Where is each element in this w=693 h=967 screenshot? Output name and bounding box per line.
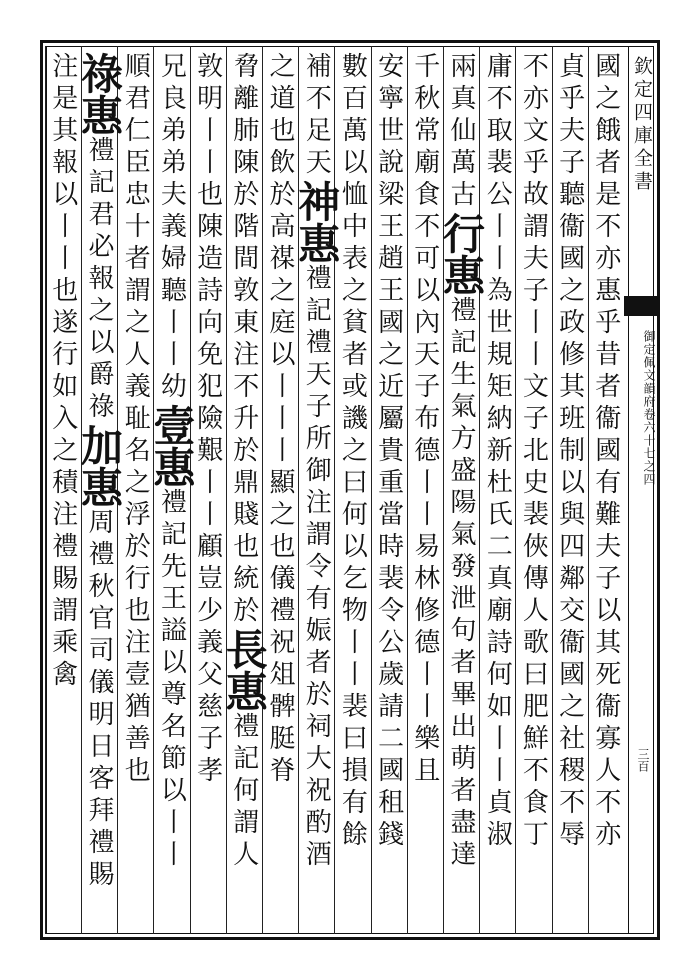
entry-heading: 行惠 [437,212,486,296]
book-title: 欽定四庫全書 [631,56,653,194]
entry-heading: 神惠 [292,180,342,264]
entry-heading: 壹惠 [147,404,197,488]
column-text: 庸不取裴公丨丨為世規矩納新杜氏二真廟詩何如丨丨貞淑 [482,52,513,852]
column-text: 周禮秋官司儀明日客拜禮賜 [84,508,114,892]
column-text: 脅離肺陳於階間敦東注不升於鼎賤也統於 [228,52,259,628]
entry-heading: 加惠 [75,424,124,508]
column-text: 飲於高禖之庭以丨丨丨顯之也儀禮祝俎髀脡脊 [265,148,295,788]
column-text: 國之餓者是不亦惠乎昔者衞國有難夫子以其死衞寡人不亦 [590,52,621,852]
column-text: 兄良弟弟夫義婦聽丨丨幼 [156,52,187,404]
fishtail-mark [624,296,658,316]
column-text: 遂行如入之積注禮賜謂乘禽 [47,308,78,692]
column-text: 義父慈子孝 [192,628,223,788]
column-text: 安寧世說梁王趙王國之近屬貴重當時裴令公歲請二國租錢 [373,52,404,852]
text-column [41,52,85,932]
column-text: 禮記先王謚以尊名節以丨丨 [156,488,187,872]
column-text: 禮記禮天子所御注謂令有娠者於祠大祝酌酒 [301,264,332,872]
column-text: 敦明丨丨也陳造詩向免犯險艱丨丨顧豈少 [192,52,223,628]
column-text: 順君仁臣忠十者謂之人義 [120,52,151,404]
column-text: 注是其報以丨丨也 [47,52,78,308]
column-text: 不亦文乎故謂夫子丨丨文子北史裴俠傳人歌曰肥鮮不食丁 [518,52,549,852]
column-text: 禮記君必報之以爵祿 [84,136,114,424]
column-text: 不可以內天子布德丨丨易林修德丨丨樂且 [409,212,440,788]
column-text: 耻名之浮於行也注壹猶善也 [120,404,151,788]
entry-heading: 長惠 [219,628,269,712]
column-text: 補不足天 [301,52,332,180]
page-number: 三百 [636,748,650,772]
column-text: 貞乎夫子聽衞國之政修其班制以與四鄰交衞國之社稷不辱 [554,52,585,852]
column-text: 禮記何謂人 [228,712,259,872]
column-text: 禮記生氣方盛陽氣發泄句者畢出萌者盡達 [446,296,476,872]
volume-title: 御定佩文韻府卷六十七之四 [642,330,656,486]
column-text: 數百萬以恤中表之貧者或譏之曰何以乞物丨丨裴曰損有餘 [337,52,368,852]
column-text: 之道也 [265,52,295,148]
column-text: 兩真仙萬古 [446,52,476,212]
column-text: 千秋常廟食 [409,52,440,212]
entry-heading: 祿惠 [75,52,124,136]
